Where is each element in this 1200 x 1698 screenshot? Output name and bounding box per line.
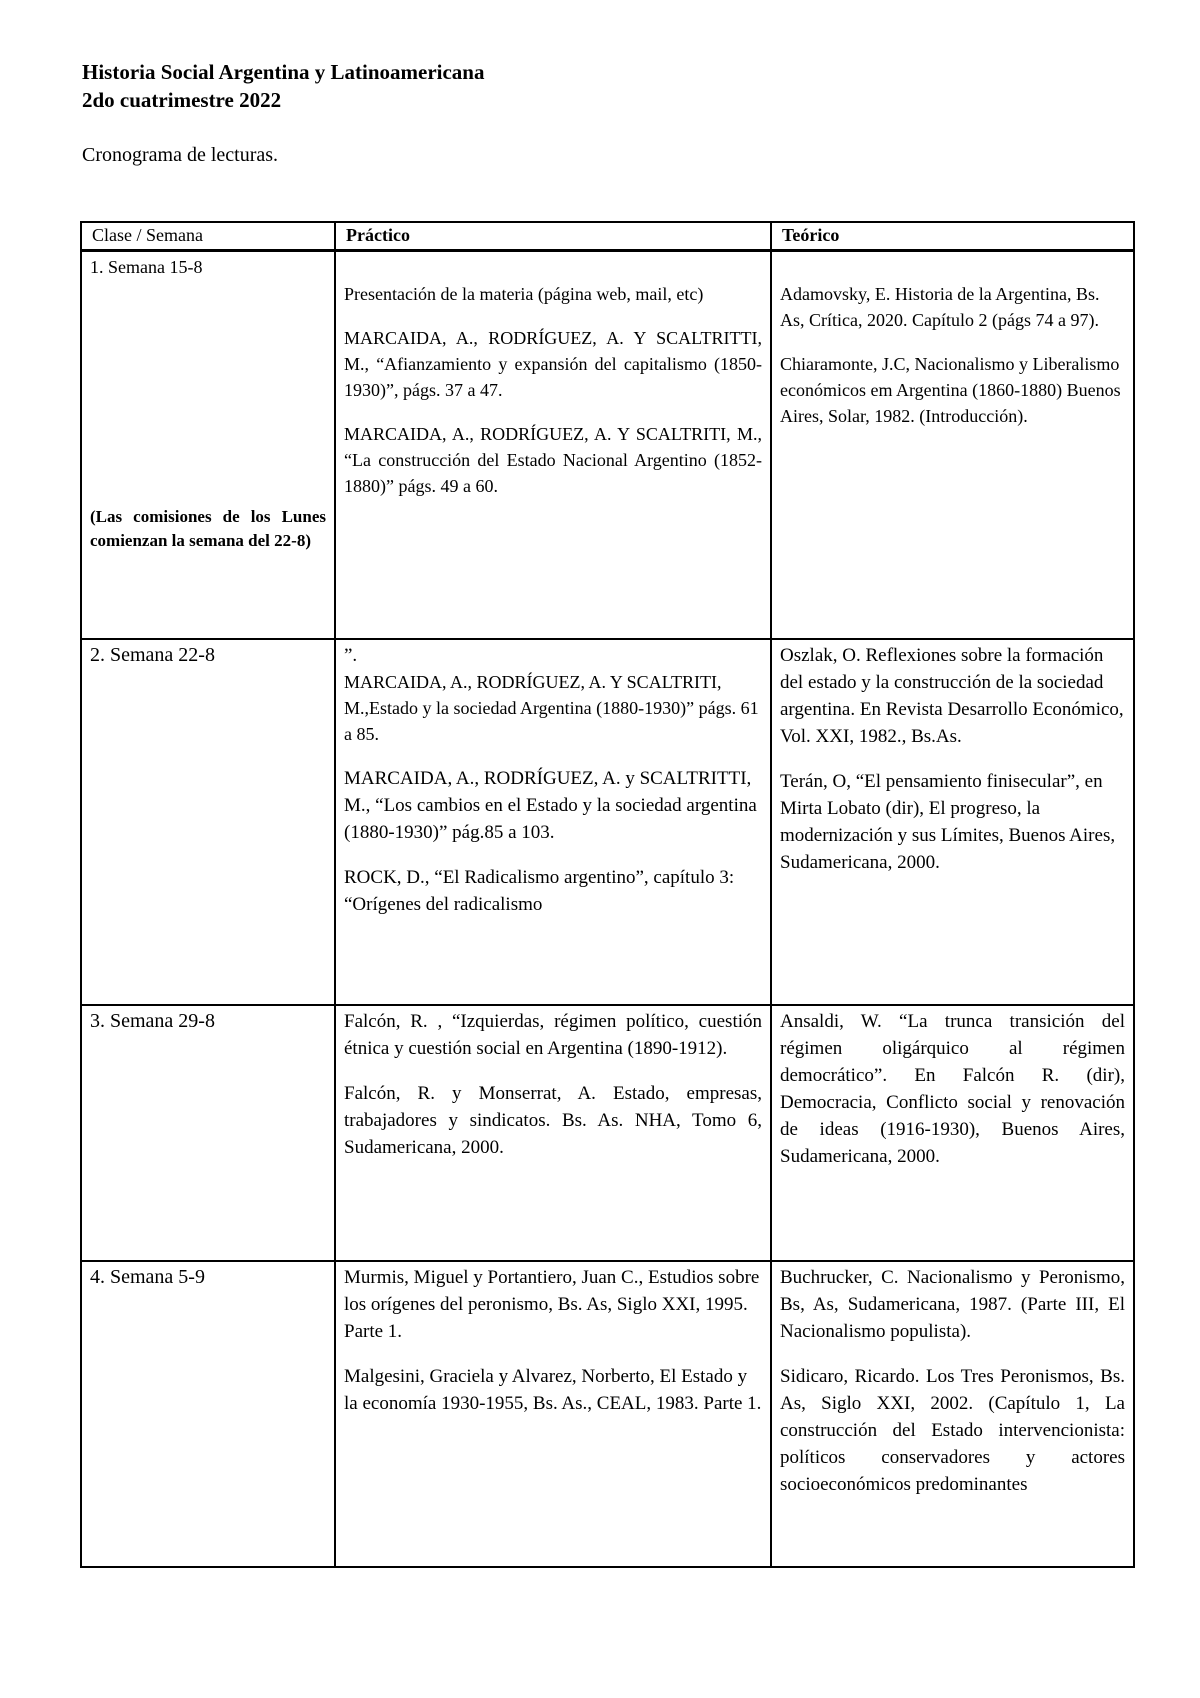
teorico-item: Ansaldi, W. “La trunca transición del régimen oligárquico al régimen democrático”. En Falcón R. (dir), Democracia, Conflicto social y renovación de ideas (1916-1930), Buenos Aires, Sudamericana, 2000. [780, 1011, 1125, 1167]
week-label: 2. Semana 22-8 [90, 644, 215, 666]
column-header-teorico: Teórico [771, 222, 1134, 251]
practico-item: Falcón, R. , “Izquierdas, régimen político, cuestión étnica y cuestión social en Argentina (1890-1912). [344, 1011, 762, 1059]
teorico-cell [771, 251, 1134, 640]
document-intro: Cronograma de lecturas. [82, 144, 279, 166]
week-label: 4. Semana 5-9 [90, 1266, 205, 1288]
week-cell [81, 251, 335, 640]
practico-cell [335, 639, 771, 1005]
week-label: 3. Semana 29-8 [90, 1010, 215, 1032]
table-row [81, 251, 1134, 640]
column-header-week: Clase / Semana [81, 222, 335, 251]
teorico-item: Terán, O, “El pensamiento finisecular”, en Mirta Lobato (dir), El progreso, la modernización y sus Límites, Buenos Aires, Sudamericana, 2000. [780, 771, 1116, 873]
table-header-row [81, 222, 1134, 251]
teorico-item: Buchrucker, C. Nacionalismo y Peronismo, Bs, As, Sudamericana, 1987. (Parte III, El Nacionalismo populista). [780, 1267, 1125, 1342]
practico-item: MARCAIDA, A., RODRÍGUEZ, A. Y SCALTRITTI, M., “Afianzamiento y expansión del capitalismo (1850-1930)”, págs. 37 a 47. [344, 328, 762, 400]
teorico-item: Oszlak, O. Reflexiones sobre la formación del estado y la construcción de la sociedad argentina. En Revista Desarrollo Económico, Vol. XXI, 1982., Bs.As. [780, 645, 1124, 747]
table-row [81, 639, 1134, 1005]
practico-item: MARCAIDA, A., RODRÍGUEZ, A. y SCALTRITTI, M., “Los cambios en el Estado y la sociedad argentina (1880-1930)” pág.85 a 103. [344, 768, 757, 843]
document-title: Historia Social Argentina y Latinoamericana [82, 60, 485, 84]
teorico-cell [771, 639, 1134, 1005]
practico-item: ”. [344, 645, 358, 666]
week-cell [81, 1261, 335, 1567]
teorico-cell [771, 1005, 1134, 1261]
practico-item: Falcón, R. y Monserrat, A. Estado, empresas, trabajadores y sindicatos. Bs. As. NHA, Tomo 6, Sudamericana, 2000. [344, 1083, 762, 1158]
practico-item: Murmis, Miguel y Portantiero, Juan C., Estudios sobre los orígenes del peronismo, Bs. As, Siglo XXI, 1995. Parte 1. [344, 1267, 760, 1342]
table-row [81, 1261, 1134, 1567]
reading-schedule-table [80, 221, 1135, 1568]
practico-item: MARCAIDA, A., RODRÍGUEZ, A. Y SCALTRITI, M.,Estado y la sociedad Argentina (1880-1930)” págs. 61 a 85. [344, 672, 759, 744]
practico-cell [335, 251, 771, 640]
practico-item: MARCAIDA, A., RODRÍGUEZ, A. Y SCALTRITI, M., “La construcción del Estado Nacional Argentino (1852-1880)” págs. 49 a 60. [344, 424, 762, 496]
teorico-cell [771, 1261, 1134, 1567]
week-label: 1. Semana 15-8 [90, 257, 203, 277]
table-row [81, 1005, 1134, 1261]
practico-item: Presentación de la materia (página web, mail, etc) [344, 284, 704, 304]
column-header-practico: Práctico [335, 222, 771, 251]
document-subtitle: 2do cuatrimestre 2022 [82, 88, 282, 112]
practico-cell [335, 1005, 771, 1261]
teorico-item: Sidicaro, Ricardo. Los Tres Peronismos, Bs. As, Siglo XXI, 2002. (Capítulo 1, La construcción del Estado intervencionista: políticos conservadores y actores socioeconómicos predominantes [780, 1366, 1125, 1495]
week-cell [81, 639, 335, 1005]
practico-item: Malgesini, Graciela y Alvarez, Norberto, El Estado y la economía 1930-1955, Bs. As., CEAL, 1983. Parte 1. [344, 1366, 762, 1414]
teorico-item: Chiaramonte, J.C, Nacionalismo y Liberalismo económicos em Argentina (1860-1880) Buenos Aires, Solar, 1982. (Introducción). [780, 354, 1121, 426]
week-cell [81, 1005, 335, 1261]
practico-item: ROCK, D., “El Radicalismo argentino”, capítulo 3: “Orígenes del radicalismo [344, 867, 735, 915]
practico-cell [335, 1261, 771, 1567]
week-note: (Las comisiones de los Lunes comienzan la semana del 22-8) [90, 507, 326, 550]
teorico-item: Adamovsky, E. Historia de la Argentina, Bs. As, Crítica, 2020. Capítulo 2 (págs 74 a 97). [780, 284, 1100, 330]
